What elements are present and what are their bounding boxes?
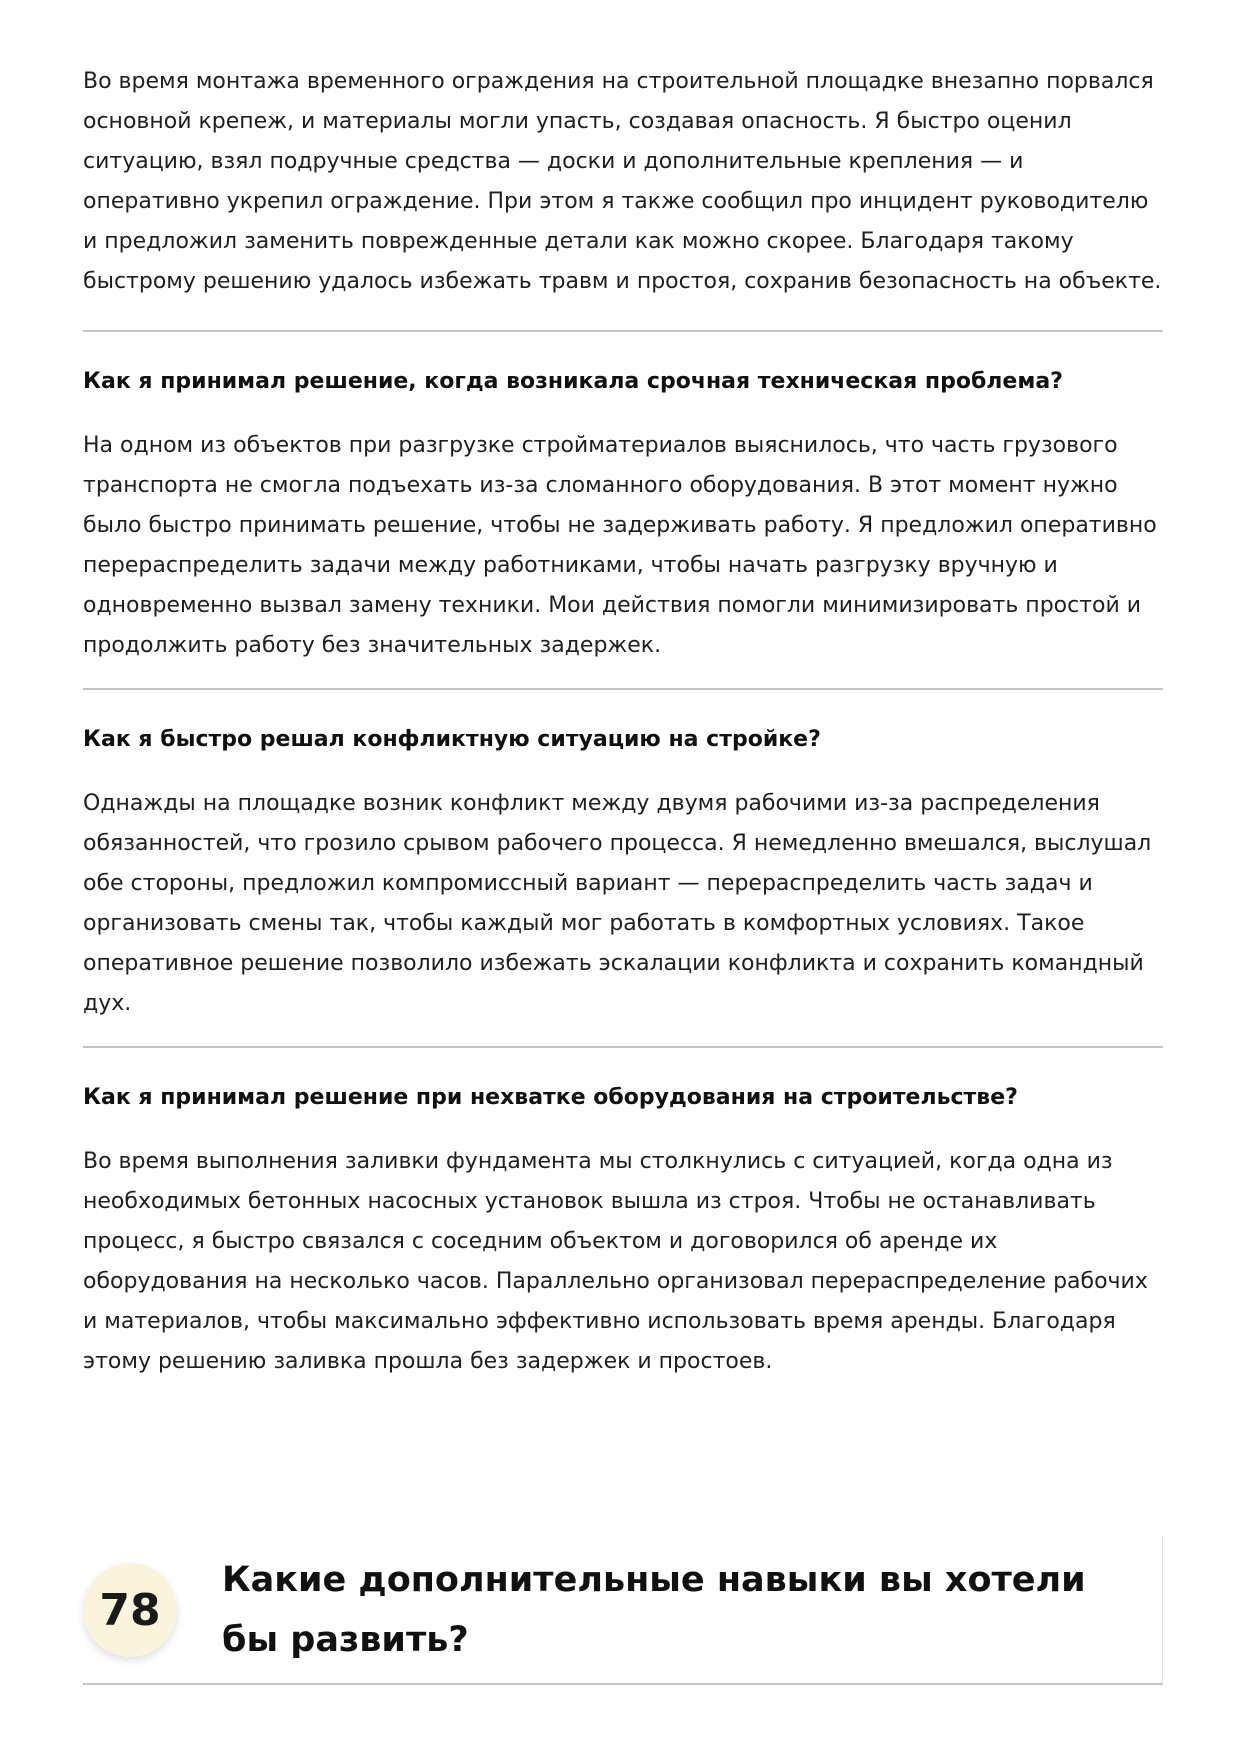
- header-side-border: [1162, 1535, 1163, 1685]
- answer-paragraph: Во время выполнения заливки фундамента мы столкнулись с ситуацией, когда одна из необходимых бетонных насосных установок вышла из строя. Чтобы не останавливать процесс, я быстро связался с соседним объектом и договорился об аренде их оборудования на несколько часов. Параллельно организовал перераспределение рабочих и материалов, чтобы максимально эффективно использовать время аренды. Благодаря этому решению заливка прошла без задержек и простоев.: [83, 1149, 1148, 1374]
- intro-section: [83, 62, 1163, 302]
- header-divider: [83, 1683, 1163, 1685]
- qa-block-2: [83, 690, 1163, 1024]
- question-heading: Как я принимал решение, когда возникала срочная техническая проблема?: [83, 369, 1063, 394]
- qa-block-1: [83, 332, 1163, 666]
- document-body: [83, 62, 1163, 1382]
- question-heading: Как я принимал решение при нехватке оборудования на строительстве?: [83, 1085, 1018, 1110]
- answer-paragraph: Однажды на площадке возник конфликт между двумя рабочими из-за распределения обязанностей, что грозило срывом рабочего процесса. Я немедленно вмешался, выслушал обе стороны, предложил компромиссный вариант — перераспределить часть задач и организовать смены так, чтобы каждый мог работать в комфортных условиях. Такое оперативное решение позволило избежать эскалации конфликта и сохранить командный дух.: [83, 791, 1152, 1016]
- answer-paragraph: На одном из объектов при разгрузке стройматериалов выяснилось, что часть грузового транспорта не смогла подъехать из-за сломанного оборудования. В этот момент нужно было быстро принимать решение, чтобы не задерживать работу. Я предложил оперативно перераспределить задачи между работниками, чтобы начать разгрузку вручную и одновременно вызвал замену техники. Мои действия помогли минимизировать простой и продолжить работу без значительных задержек.: [83, 433, 1157, 658]
- next-section-header: [83, 1535, 1163, 1685]
- question-number-badge: 78: [83, 1563, 177, 1657]
- intro-paragraph: Во время монтажа временного ограждения на строительной площадке внезапно порвался основной крепеж, и материалы могли упасть, создавая опасность. Я быстро оценил ситуацию, взял подручные средства — доски и дополнительные крепления — и оперативно укрепил ограждение. При этом я также сообщил про инцидент руководителю и предложил заменить поврежденные детали как можно скорее. Благодаря такому быстрому решению удалось избежать травм и простоя, сохранив безопасность на объекте.: [83, 69, 1162, 294]
- section-title: Какие дополнительные навыки вы хотели бы развить?: [222, 1560, 1086, 1660]
- qa-block-3: [83, 1048, 1163, 1382]
- question-heading: Как я быстро решал конфликтную ситуацию на стройке?: [83, 727, 821, 752]
